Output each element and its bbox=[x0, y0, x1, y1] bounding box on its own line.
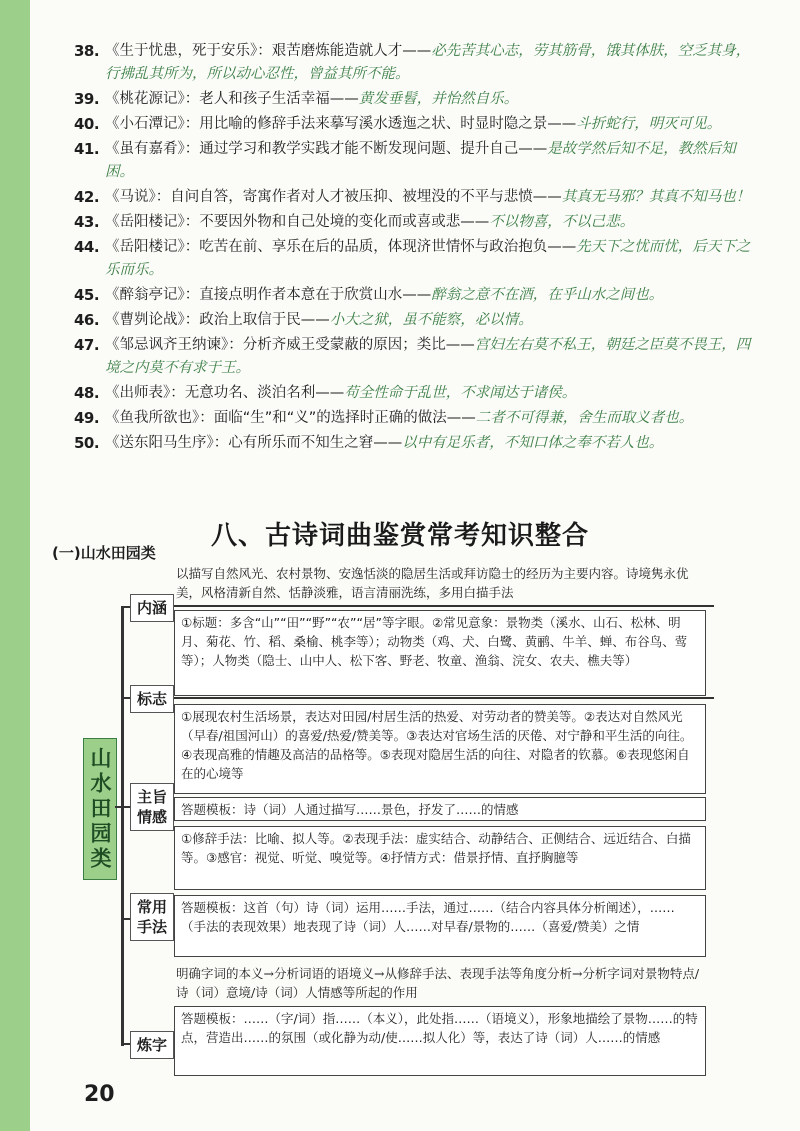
category-label: 内涵 bbox=[136, 599, 167, 617]
item-number: 42. bbox=[74, 188, 100, 206]
list-item bbox=[74, 382, 754, 405]
item-quote: 斗折蛇行，明灭可见。 bbox=[576, 116, 722, 132]
list-item bbox=[74, 284, 754, 307]
item-text: 《马说》：自问自答，寄寓作者对人才被压抑、被埋没的不平与悲愤—— bbox=[105, 189, 562, 205]
page-number: 20 bbox=[84, 1082, 115, 1107]
list-item bbox=[74, 407, 754, 430]
shoufa-content-box: ①修辞手法：比喻、拟人等。②表现手法：虚实结合、动静结合、正侧结合、远近结合、白描等。③感官：视觉、听觉、嗅觉等。④抒情方式：借景抒情、直抒胸臆等 bbox=[174, 826, 706, 890]
list-item bbox=[74, 113, 754, 136]
category-label: 主旨情感 bbox=[136, 788, 167, 826]
section-title: 八、古诗词曲鉴赏常考知识整合 bbox=[210, 521, 589, 551]
item-number: 46. bbox=[74, 311, 100, 329]
item-number: 43. bbox=[74, 213, 100, 231]
item-text: 《醉翁亭记》：直接点明作者本意在于欣赏山水—— bbox=[105, 287, 432, 303]
item-quote: 黄发垂髫，并怡然自乐。 bbox=[358, 91, 519, 107]
item-text: 《生于忧患，死于安乐》：艰苦磨炼能造就人才—— bbox=[105, 43, 432, 59]
category-underline bbox=[174, 605, 714, 607]
category-biaozhi bbox=[130, 685, 174, 713]
item-number: 41. bbox=[74, 140, 100, 158]
item-quote: 其真无马邪？其真不知马也！ bbox=[561, 189, 751, 205]
subsection-title: (一)山水田园类 bbox=[52, 544, 156, 562]
shoufa-template-box: 答题模板：这首（句）诗（词）运用……手法，通过……（结合内容具体分析阐述），……（手法的表现效果）地表现了诗（词）人……对早春/景物的……（喜爱/赞美）之情 bbox=[174, 895, 706, 957]
list-item bbox=[74, 432, 754, 455]
item-number: 38. bbox=[74, 42, 100, 60]
quote-list bbox=[74, 40, 754, 457]
category-underline bbox=[174, 697, 714, 699]
item-quote: 苟全性命于乱世，不求闻达于诸侯。 bbox=[344, 385, 577, 401]
item-text: 《桃花源记》：老人和孩子生活幸福—— bbox=[105, 91, 359, 107]
item-number: 45. bbox=[74, 286, 100, 304]
list-item bbox=[74, 309, 754, 332]
item-number: 40. bbox=[74, 115, 100, 133]
left-edge-bar bbox=[0, 0, 30, 1131]
item-quote: 醉翁之意不在酒，在乎山水之间也。 bbox=[431, 287, 664, 303]
item-text: 《出师表》：无意功名、淡泊名利—— bbox=[105, 385, 345, 401]
list-item bbox=[74, 186, 754, 209]
item-text: 《曹刿论战》：政治上取信于民—— bbox=[105, 312, 330, 328]
category-zhuzhi-qinggan bbox=[130, 783, 174, 831]
item-number: 44. bbox=[74, 238, 100, 256]
category-lianzi bbox=[130, 1031, 174, 1059]
category-label: 标志 bbox=[136, 690, 167, 708]
item-quote: 小大之狱，虽不能察，必以情。 bbox=[329, 312, 533, 328]
item-text: 《岳阳楼记》：不要因外物和自己处境的变化而或喜或悲—— bbox=[105, 214, 490, 230]
item-quote: 是故学然后知不足，教然后知困。 bbox=[105, 141, 736, 180]
tree-spine bbox=[121, 606, 124, 1046]
item-quote: 宫妇左右莫不私王，朝廷之臣莫不畏王，四境之内莫不有求于王。 bbox=[105, 337, 751, 376]
list-item bbox=[74, 88, 754, 111]
item-number: 49. bbox=[74, 409, 100, 427]
item-text: 《鱼我所欲也》：面临“生”和“义”的选择时正确的做法—— bbox=[105, 410, 476, 426]
item-number: 47. bbox=[74, 336, 100, 354]
item-text: 《小石潭记》：用比喻的修辞手法来摹写溪水透迤之状、时显时隐之景—— bbox=[105, 116, 577, 132]
zhuzhi-content-box: ①展现农村生活场景，表达对田园/村居生活的热爱、对劳动者的赞美等。②表达对自然风光（早春/祖国河山）的喜爱/热爱/赞美等。③表达对官场生活的厌倦、对宁静和平生活的向往。④表现高雅的情趣及高洁的品格等。⑤表现对隐居生活的向往、对隐者的钦慕。⑥表现悠闲自在的心境等 bbox=[174, 704, 706, 794]
list-item bbox=[74, 138, 754, 184]
item-text: 《岳阳楼记》：吃苦在前、享乐在后的品质，体现济世情怀与政治抱负—— bbox=[105, 239, 577, 255]
item-quote: 先天下之忧而忧，后天下之乐而乐。 bbox=[105, 239, 751, 278]
category-label: 常用手法 bbox=[136, 898, 167, 936]
neihan-description: 以描写自然风光、农村景物、安逸恬淡的隐居生活或拜访隐士的经历为主要内容。诗境隽永优美，风格清新自然、恬静淡雅，语言清丽洗练，多用白描手法 bbox=[176, 566, 689, 600]
list-item bbox=[74, 334, 754, 380]
item-quote: 以中有足乐者，不知口体之奉不若人也。 bbox=[402, 435, 664, 451]
item-text: 《送东阳马生序》：心有所乐而不知生之窘—— bbox=[105, 435, 403, 451]
category-label: 炼字 bbox=[136, 1036, 167, 1054]
zhuzhi-template-box: 答题模板：诗（词）人通过描写……景色，抒发了……的情感 bbox=[174, 797, 706, 821]
item-quote: 不以物喜，不以己悲。 bbox=[489, 214, 635, 230]
item-number: 50. bbox=[74, 434, 100, 452]
list-item bbox=[74, 211, 754, 234]
item-number: 48. bbox=[74, 384, 100, 402]
item-number: 39. bbox=[74, 90, 100, 108]
list-item bbox=[74, 236, 754, 282]
biaozhi-box: ①标题：多含“山”“田”“野”“农”“居”等字眼。②常见意象：景物类（溪水、山石、松林、明月、菊花、竹、稻、桑榆、桃李等）；动物类（鸡、犬、白鹭、黄鹂、牛羊、蝉、布谷鸟、莺等）；人物类（隐士、山中人、松下客、野老、牧童、渔翁、浣女、农夫、樵夫等） bbox=[174, 610, 706, 696]
category-changyong-shoufa bbox=[130, 893, 174, 941]
item-quote: 二者不可得兼，舍生而取义者也。 bbox=[475, 410, 694, 426]
item-quote: 必先苦其心志，劳其筋骨，饿其体肤，空乏其身，行拂乱其所为，所以动心忍性，曾益其所不能。 bbox=[105, 43, 751, 82]
lianzi-template-box: 答题模板：……（字/词）指……（本义），此处指……（语境义），形象地描绘了景物……的特点，营造出……的氛围（或化静为动/使……拟人化）等，表达了诗（词）人……的情感 bbox=[174, 1006, 706, 1076]
lianzi-description: 明确字词的本义→分析词语的语境义→从修辞手法、表现手法等角度分析→分析字词对景物特点/诗（词）意境/诗（词）人情感等所起的作用 bbox=[176, 966, 700, 1000]
center-category-label bbox=[83, 738, 117, 880]
category-neihan bbox=[130, 594, 174, 622]
center-label-text: 山水田园类 bbox=[88, 746, 112, 872]
list-item bbox=[74, 40, 754, 86]
item-text: 《虽有嘉肴》：通过学习和教学实践才能不断发现问题、提升自己—— bbox=[105, 141, 548, 157]
item-text: 《邹忌讽齐王纳谏》：分析齐威王受蒙蔽的原因；类比—— bbox=[105, 337, 475, 353]
